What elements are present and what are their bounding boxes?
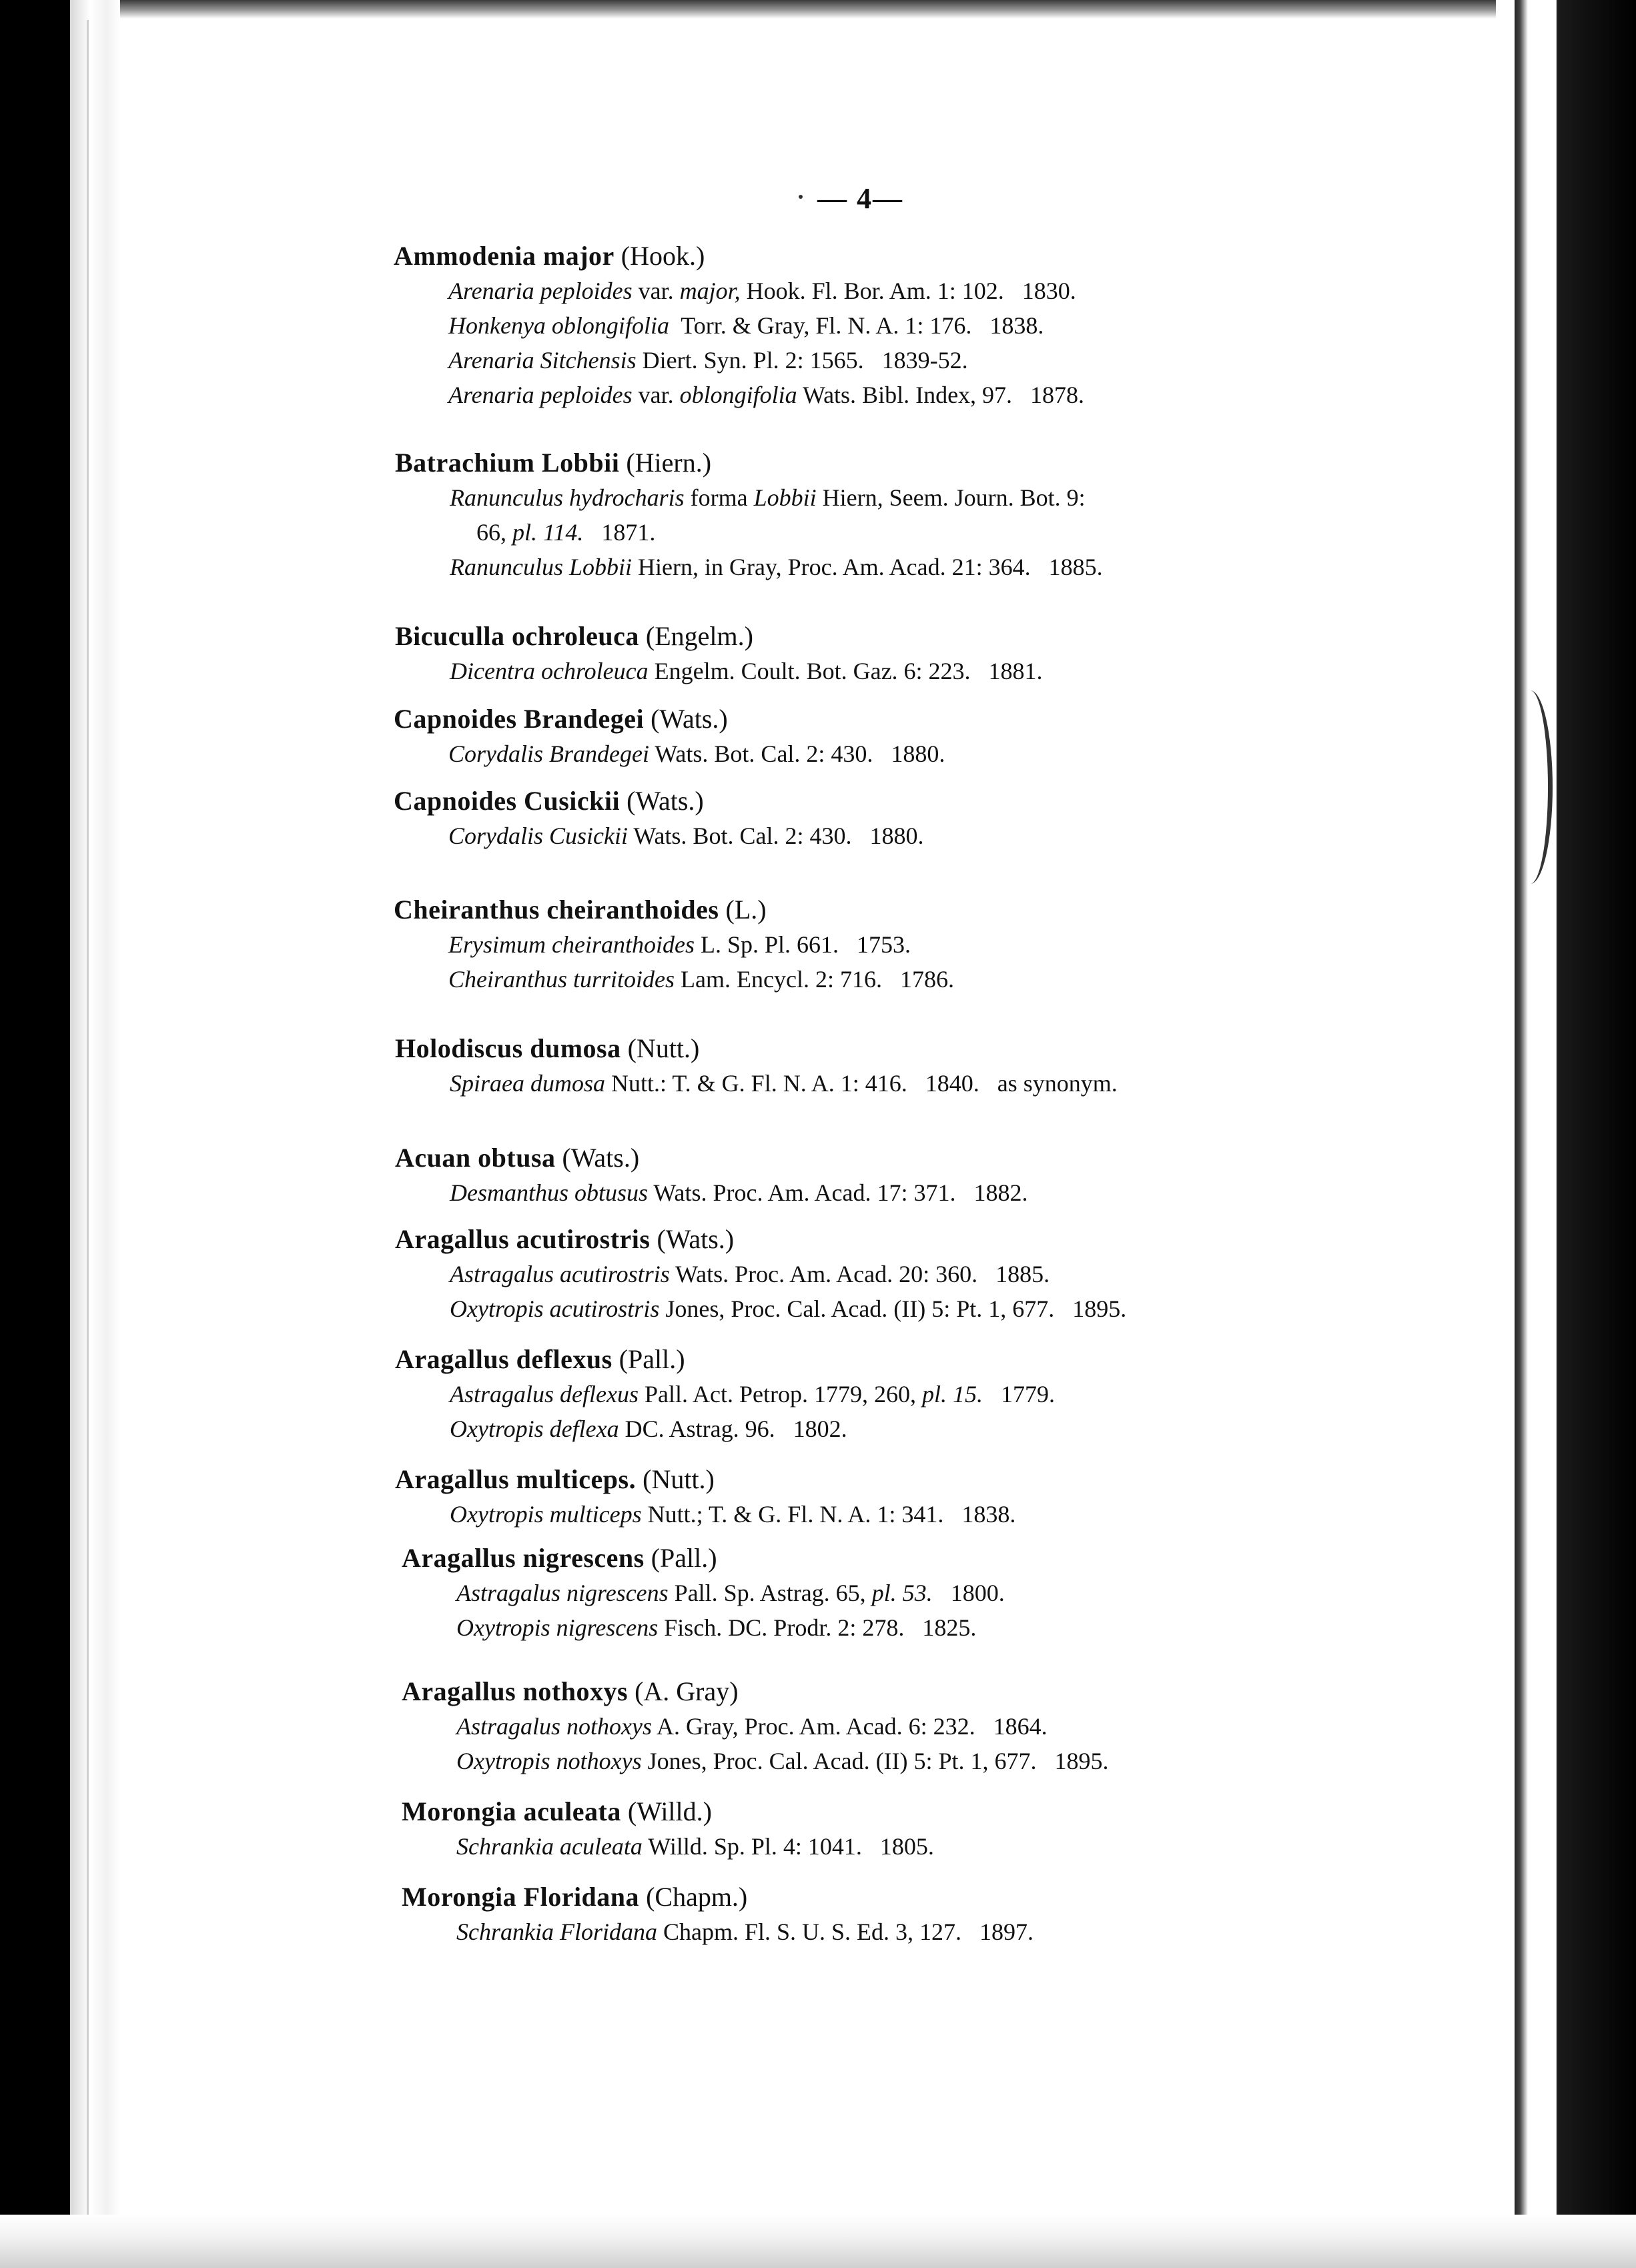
citation: Willd. Sp. Pl. 4: 1041. 1805. [642,1833,934,1860]
accepted-name: Morongia aculeata [402,1796,621,1826]
infraspecific-name: oblongifolia [679,382,797,408]
rank-word: var. [632,382,680,408]
species-heading [402,1541,1005,1576]
species-entry [395,1141,1028,1210]
scan-top-edge [0,0,1636,19]
synonym-line [450,1411,1055,1446]
synonym-name: Astragalus deflexus [450,1381,639,1407]
citation: Hiern, in Gray, Proc. Am. Acad. 21: 364. 1885. [632,554,1103,580]
scan-right-edge [1496,0,1636,2268]
species-entry [395,1342,1055,1446]
synonym-name: Cheiranthus turritoides [448,966,675,993]
species-entry [402,1794,934,1864]
citation: Chapm. Fl. S. U. S. Ed. 3, 127. 1897. [657,1918,1034,1945]
accepted-name: Cheiranthus cheiranthoides [394,895,719,925]
rank-word: var. [632,277,680,304]
synonym-line [450,654,1043,688]
synonym-line [450,1175,1028,1210]
synonym-line [456,1610,1005,1645]
synonym-line [450,1291,1126,1326]
synonym-line [448,962,954,997]
species-heading [394,893,954,927]
author-citation: (Willd.) [627,1796,712,1826]
synonym-name: Honkenya oblongifolia [448,312,669,339]
author-citation: (Chapm.) [646,1882,748,1912]
binding-shadow [1508,690,1553,884]
plate-ref: pl. 53. [871,1580,933,1606]
synonym-name: Astragalus nothoxys [456,1713,652,1740]
synonym-name: Arenaria peploides [448,277,633,304]
synonym-line [448,343,1084,378]
species-heading [402,1880,1034,1914]
synonym-line [448,818,923,853]
synonym-line [456,1744,1109,1778]
species-entry [402,1880,1034,1949]
synonym-line [450,1066,1118,1101]
synonym-line [456,1914,1034,1949]
species-heading [394,239,1084,273]
page-dot [799,195,803,199]
author-citation: (L.) [725,895,767,925]
citation: Wats. Bot. Cal. 2: 430. 1880. [649,740,945,767]
synonym-name: Corydalis Cusickii [448,822,628,849]
species-entry [395,1462,1015,1532]
synonym-name: Oxytropis acutirostris [450,1295,660,1322]
synonym-name: Dicentra ochroleuca [450,658,649,684]
species-heading [395,619,1043,654]
accepted-name: Aragallus acutirostris [395,1224,651,1254]
citation: L. Sp. Pl. 661. 1753. [694,931,911,958]
citation: Engelm. Coult. Bot. Gaz. 6: 223. 1881. [648,658,1043,684]
citation: Wats. Bibl. Index, 97. 1878. [797,382,1085,408]
citation-year: 1871. [583,519,656,546]
plate-ref: pl. 114. [512,519,584,546]
species-entry [395,1222,1126,1326]
accepted-name: Ammodenia major [394,241,615,271]
synonym-line [450,1257,1126,1291]
scan-bottom-edge [0,2215,1636,2268]
author-citation: (A. Gray) [635,1676,739,1706]
synonym-name: Arenaria Sitchensis [448,347,637,374]
author-citation: (Pall.) [651,1543,717,1573]
synonym-line [450,515,1103,550]
author-citation: (Nutt.) [627,1033,700,1063]
synonym-line [456,1709,1109,1744]
author-citation: (Pall.) [619,1344,685,1374]
citation: Jones, Proc. Cal. Acad. (II) 5: Pt. 1, 677. 1895. [659,1295,1127,1322]
scan-page-edge-line [87,20,89,2268]
species-heading [394,702,945,736]
accepted-name: Morongia Floridana [402,1882,640,1912]
synonym-line [448,378,1084,412]
accepted-name: Holodiscus dumosa [395,1033,621,1063]
species-entry [402,1541,1005,1645]
synonym-name: Oxytropis nothoxys [456,1748,642,1774]
synonym-name: Desmanthus obtusus [450,1179,649,1206]
synonym-name: Spiraea dumosa [450,1070,605,1097]
synonym-name: Arenaria peploides [448,382,633,408]
citation: Nutt.: T. & G. Fl. N. A. 1: 416. 1840. as synonym. [605,1070,1118,1097]
citation: 66, [476,519,512,546]
citation: Lam. Encycl. 2: 716. 1786. [675,966,954,993]
synonym-line [450,1377,1055,1411]
species-heading [394,784,923,818]
synonym-name: Astragalus nigrescens [456,1580,669,1606]
citation-year: 1800. [932,1580,1005,1606]
citation: Jones, Proc. Cal. Acad. (II) 5: Pt. 1, 677. 1895. [641,1748,1109,1774]
synonym-name: Schrankia aculeata [456,1833,643,1860]
page-number: — 4— [817,182,903,215]
citation-year: 1779. [983,1381,1055,1407]
species-entry [394,702,945,771]
species-heading [402,1674,1109,1709]
citation: Hiern, Seem. Journ. Bot. 9: [816,484,1086,511]
synonym-name: Oxytropis deflexa [450,1415,619,1442]
citation: Wats. Proc. Am. Acad. 17: 371. 1882. [648,1179,1028,1206]
author-citation: (Engelm.) [645,621,753,651]
synonym-name: Astragalus acutirostris [450,1261,670,1287]
author-citation: (Wats.) [651,704,728,734]
author-citation: (Wats.) [562,1143,640,1173]
species-heading [395,1222,1126,1257]
citation: A. Gray, Proc. Am. Acad. 6: 232. 1864. [652,1713,1048,1740]
species-entry [394,893,954,997]
species-entry [395,1031,1118,1101]
accepted-name: Capnoides Cusickii [394,786,621,816]
species-heading [395,1031,1118,1066]
citation: Fisch. DC. Prodr. 2: 278. 1825. [658,1614,977,1641]
author-citation: (Wats.) [627,786,704,816]
accepted-name: Capnoides Brandegei [394,704,645,734]
synonym-name: Oxytropis multiceps [450,1501,642,1528]
infraspecific-name: major, [679,277,741,304]
synonym-name: Schrankia Floridana [456,1918,657,1945]
species-entry [395,619,1043,688]
synonym-line [456,1576,1005,1610]
synonym-line [448,927,954,962]
synonym-name: Corydalis Brandegei [448,740,649,767]
rank-word: forma [684,484,754,511]
citation: Pall. Sp. Astrag. 65, [668,1580,872,1606]
citation: DC. Astrag. 96. 1802. [619,1415,847,1442]
author-citation: (Hook.) [621,241,705,271]
species-heading [395,1141,1028,1175]
species-heading [395,1462,1015,1497]
accepted-name: Aragallus nothoxys [402,1676,629,1706]
citation: Wats. Proc. Am. Acad. 20: 360. 1885. [669,1261,1050,1287]
infraspecific-name: Lobbii [753,484,817,511]
author-citation: (Nutt.) [643,1464,715,1494]
species-entry [394,784,923,853]
synonym-line [450,1497,1015,1532]
accepted-name: Aragallus nigrescens [402,1543,645,1573]
species-heading [402,1794,934,1829]
citation: Nutt.; T. & G. Fl. N. A. 1: 341. 1838. [641,1501,1016,1528]
citation: Pall. Act. Petrop. 1779, 260, [638,1381,922,1407]
accepted-name: Aragallus multiceps. [395,1464,637,1494]
author-citation: (Wats.) [657,1224,735,1254]
accepted-name: Batrachium Lobbii [395,448,620,478]
accepted-name: Aragallus deflexus [395,1344,612,1374]
accepted-name: Bicuculla ochroleuca [395,621,639,651]
plate-ref: pl. 15. [921,1381,983,1407]
species-entry [394,239,1084,412]
species-heading [395,1342,1055,1377]
synonym-line [448,736,945,771]
synonym-name: Ranunculus Lobbii [450,554,633,580]
synonym-line [456,1829,934,1864]
species-heading [395,446,1103,480]
accepted-name: Acuan obtusa [395,1143,556,1173]
synonym-line [448,273,1084,308]
synonym-name: Ranunculus hydrocharis [450,484,685,511]
species-entry [402,1674,1109,1778]
synonym-line [448,308,1084,343]
citation: Torr. & Gray, Fl. N. A. 1: 176. 1838. [669,312,1044,339]
author-citation: (Hiern.) [626,448,712,478]
synonym-line [450,550,1103,584]
scan-left-edge [0,0,120,2268]
species-entry [395,446,1103,584]
synonym-name: Oxytropis nigrescens [456,1614,659,1641]
synonym-name: Erysimum cheiranthoides [448,931,695,958]
synonym-line [450,480,1103,515]
citation: Hook. Fl. Bor. Am. 1: 102. 1830. [740,277,1076,304]
citation: Diert. Syn. Pl. 2: 1565. 1839-52. [636,347,968,374]
citation: Wats. Bot. Cal. 2: 430. 1880. [628,822,924,849]
